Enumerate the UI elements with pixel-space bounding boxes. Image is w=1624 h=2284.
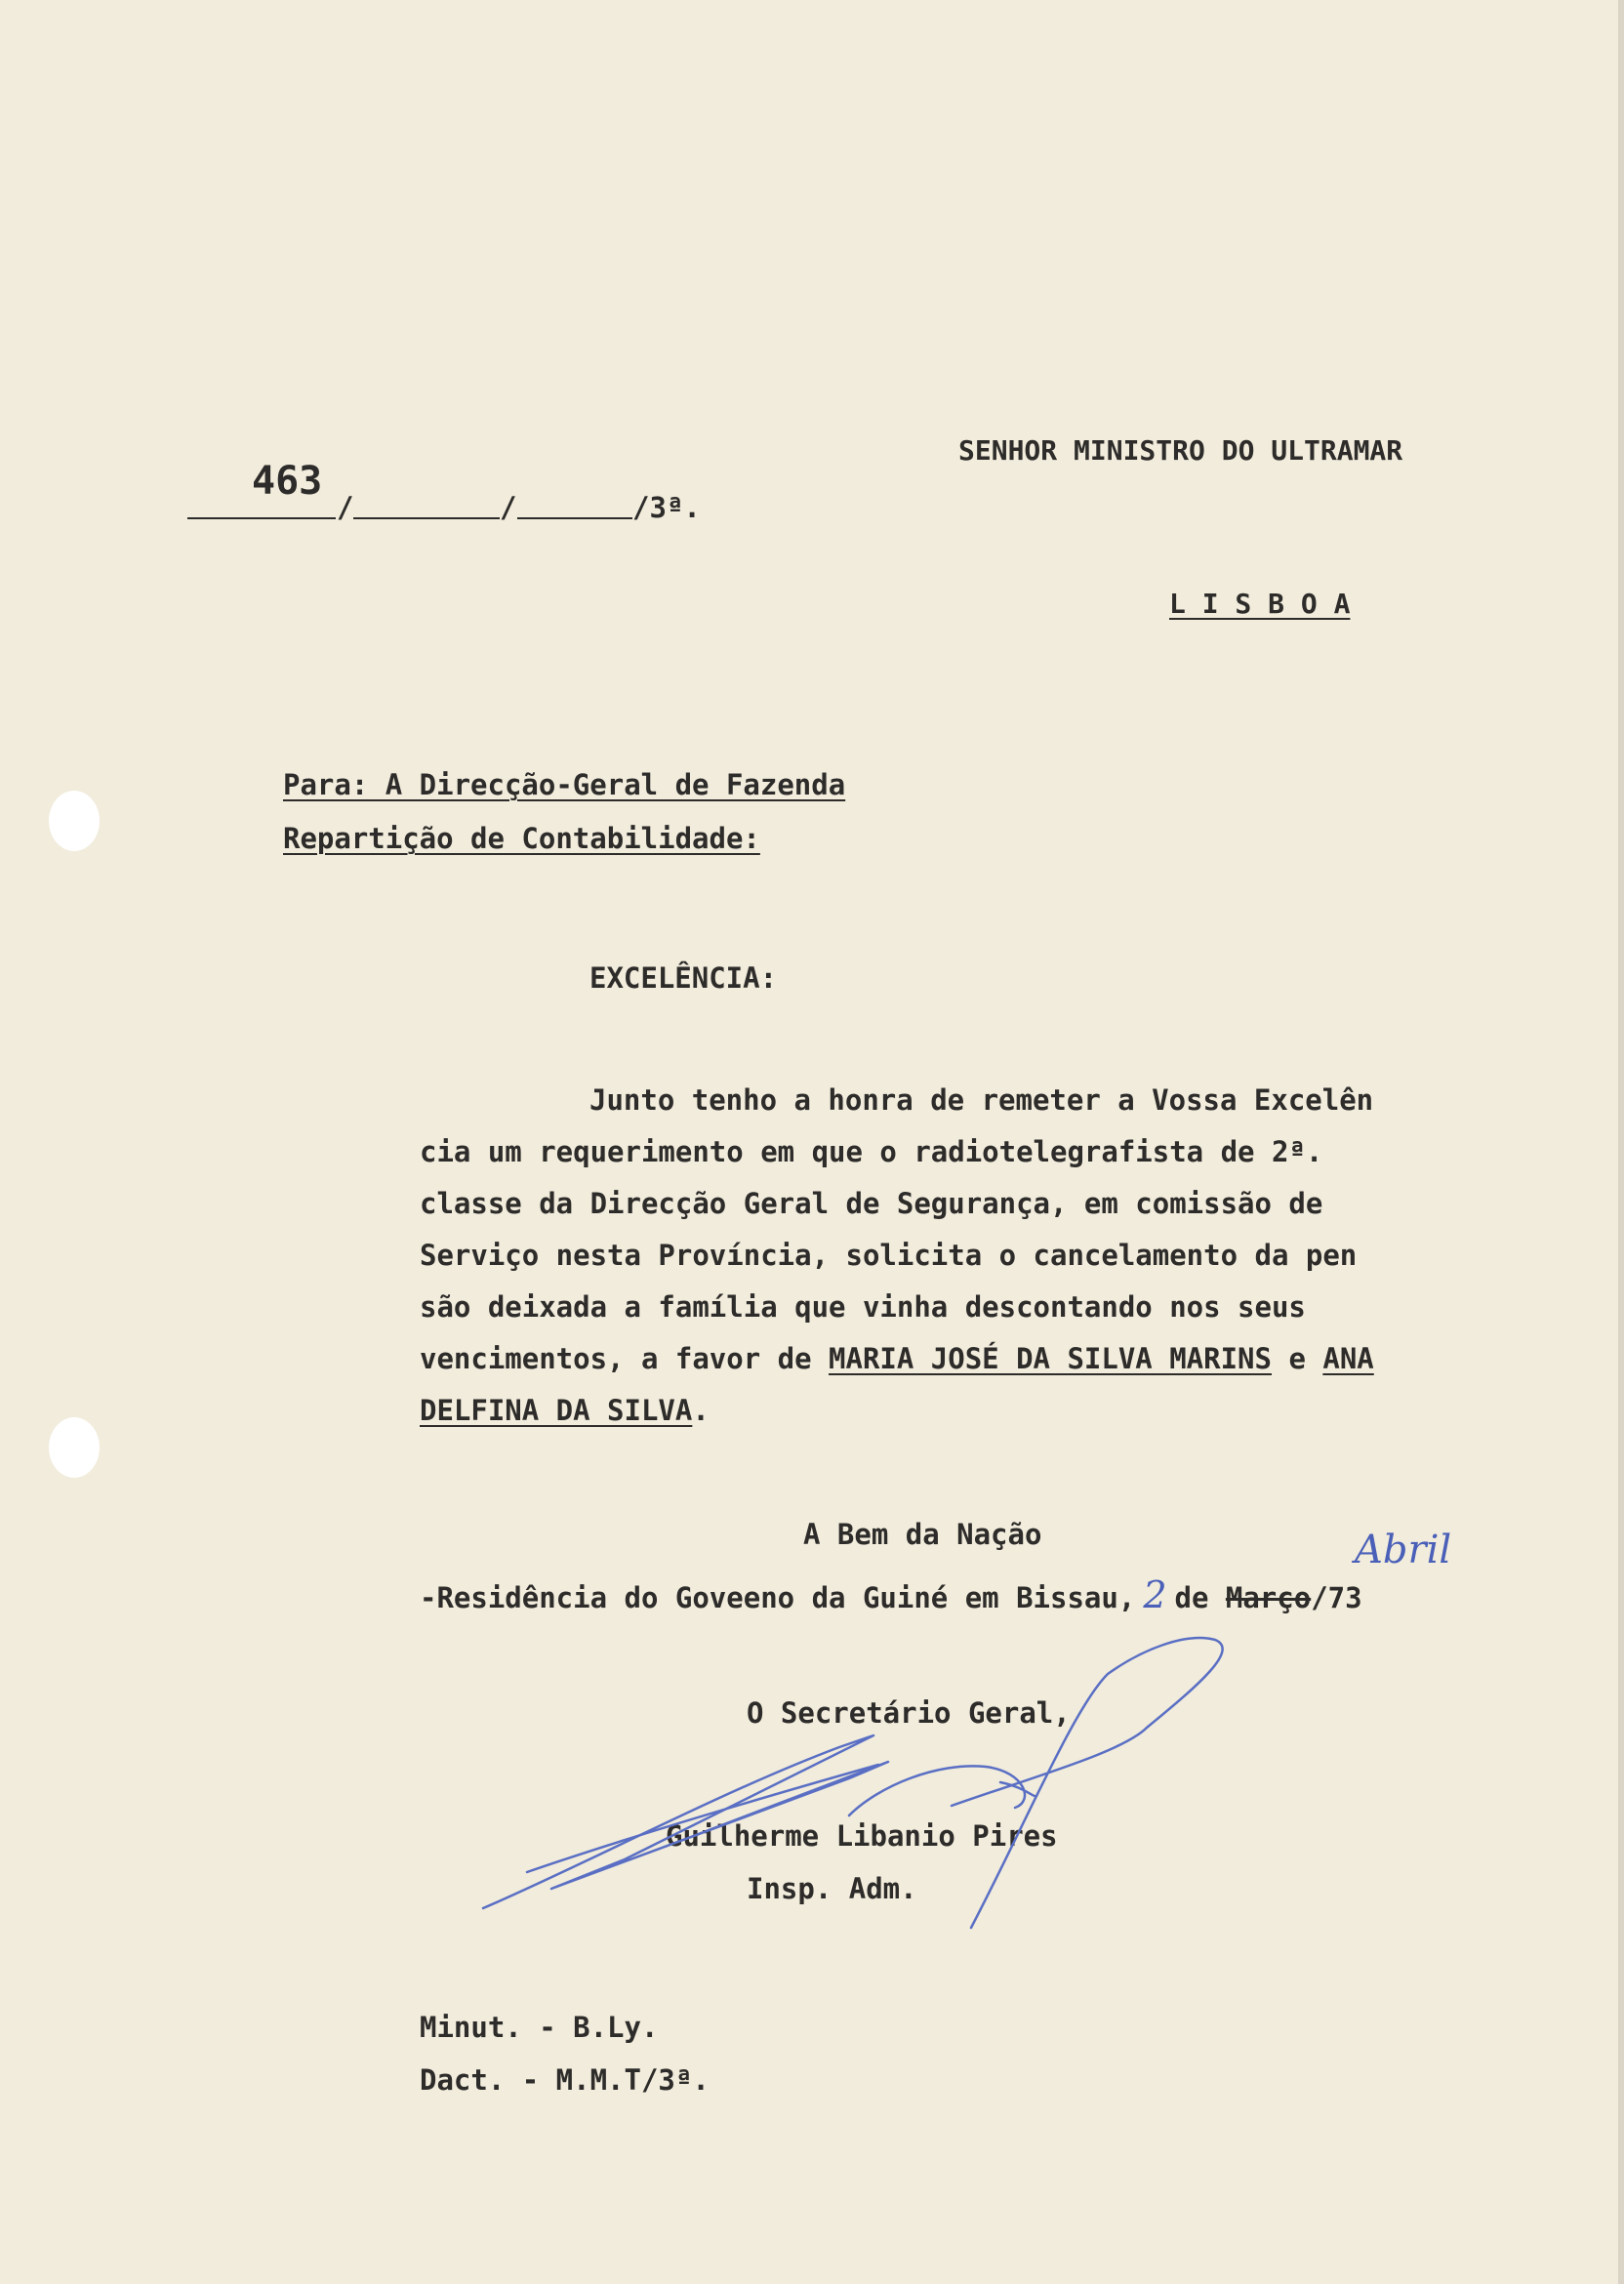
- signatory-position: Insp. Adm.: [747, 1872, 917, 1905]
- body-line-3: classe da Direcção Geral de Segurança, em comissão de: [420, 1187, 1323, 1220]
- reference-slash-2: /: [500, 491, 517, 524]
- body-line-5: são deixada a família que vinha descontando nos seus: [420, 1290, 1306, 1324]
- addressee-line-1: Para: A Direcção-Geral de Fazenda: [283, 768, 846, 801]
- closing-motto: A Bem da Nação: [803, 1518, 1042, 1551]
- body-line-6-conjunction: e: [1271, 1342, 1323, 1375]
- salutation: EXCELÊNCIA:: [589, 961, 778, 995]
- reference-number: 463: [252, 459, 323, 504]
- body-line-4: Serviço nesta Província, solicita o cancelamento da pen: [420, 1239, 1358, 1272]
- body-line-1: Junto tenho a honra de remeter a Vossa Excelên: [589, 1083, 1374, 1117]
- reference-suffix: /3ª.: [632, 491, 701, 524]
- body-line-6-text: vencimentos, a favor de: [420, 1342, 830, 1375]
- addressee-line-2: Repartição de Contabilidade:: [283, 822, 760, 855]
- closing-de: de: [1174, 1581, 1209, 1614]
- recipient-city: L I S B O A: [1169, 588, 1351, 620]
- closing-year: /73: [1311, 1581, 1362, 1614]
- signatory-name: Guilherme Libanio Pires: [666, 1819, 1058, 1853]
- closing-place: -Residência do Goveeno da Guiné em Bissau,: [420, 1581, 1136, 1614]
- reference-slash-1: /: [337, 491, 354, 524]
- handwritten-day: 2: [1143, 1573, 1167, 1616]
- signature-title: O Secretário Geral,: [747, 1696, 1071, 1730]
- beneficiary-name-2-end: DELFINA DA SILVA: [420, 1394, 693, 1427]
- struck-month: Março: [1225, 1581, 1312, 1614]
- recipient-line: SENHOR MINISTRO DO ULTRAMAR: [958, 434, 1403, 467]
- body-line-2: cia um requerimento em que o radiotelegrafista de 2ª.: [420, 1135, 1323, 1168]
- beneficiary-name-2-start: ANA: [1322, 1342, 1374, 1375]
- body-line-7-end: .: [692, 1394, 710, 1427]
- handwritten-month: Abril: [1355, 1528, 1452, 1572]
- beneficiary-name-1: MARIA JOSÉ DA SILVA MARINS: [829, 1342, 1272, 1375]
- footer-minut: Minut. - B.Ly.: [420, 2011, 659, 2044]
- footer-dact: Dact. - M.M.T/3ª.: [420, 2063, 710, 2097]
